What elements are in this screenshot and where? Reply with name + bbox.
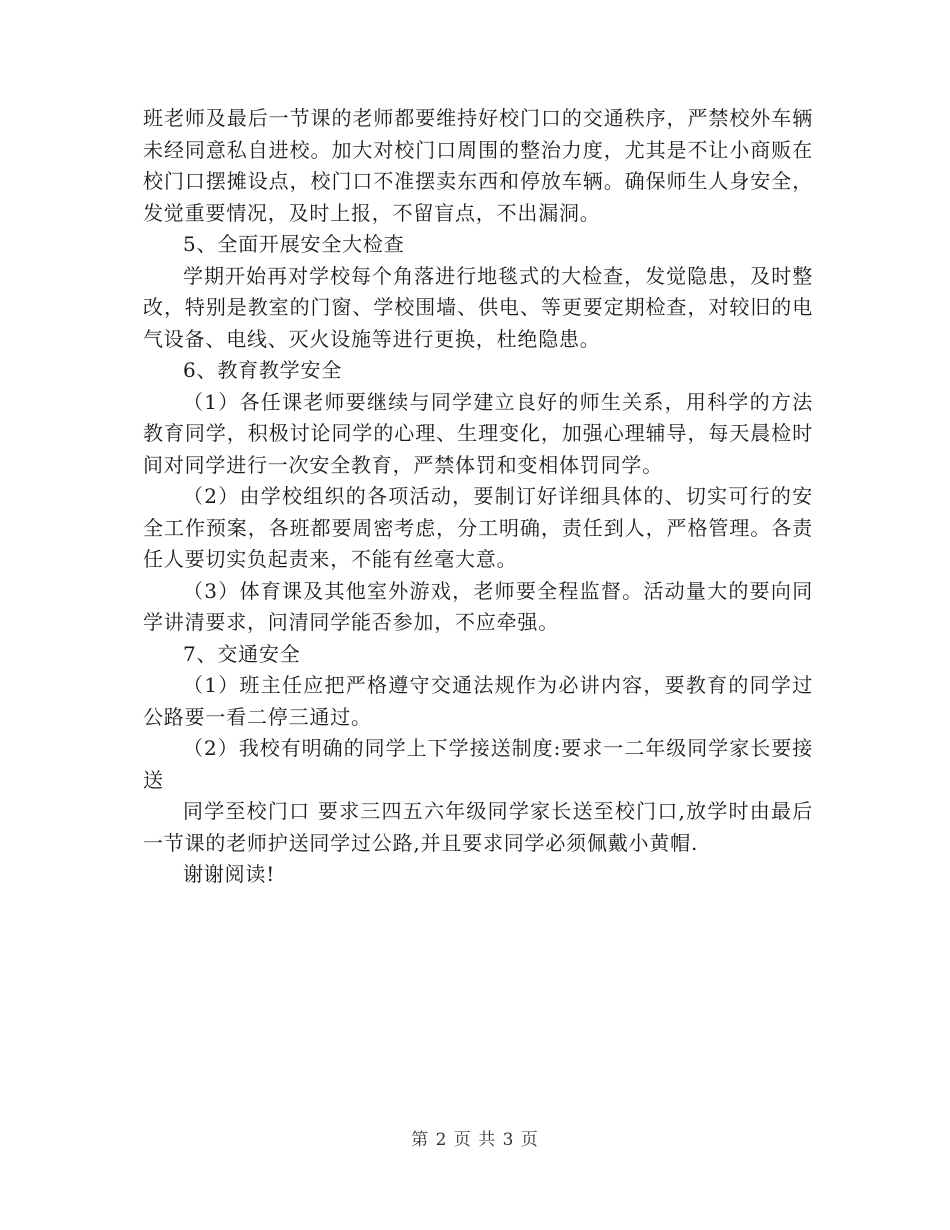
section-heading-5: 5、全面开展安全大检查 xyxy=(183,232,405,256)
paragraph-traffic-1: （1）班主任应把严格遵守交通法规作为必讲内容，要教育的同学过公路要一看二停三通过。 xyxy=(143,673,813,729)
paragraph-inspection: 学期开始再对学校每个角落进行地毯式的大检查，发觉隐患，及时整改，特别是教室的门窗、学校围墙、供电、等更要定期检查，对较旧的电气设备、电线、灭火设施等进行更换，杜绝隐患。 xyxy=(143,263,813,351)
paragraph-1: 班老师及最后一节课的老师都要维持好校门口的交通秩序，严禁校外车辆未经同意私自进校。加大对校门口周围的整治力度，尤其是不让小商贩在校门口摆摊设点，校门口不准摆卖东西和停放车辆。确保师生人身安全，发觉重要情况，及时上报，不留盲点，不出漏洞。 xyxy=(143,106,813,225)
closing-line: 谢谢阅读! xyxy=(183,862,276,886)
paragraph-traffic-3: 同学至校门口 要求三四五六年级同学家长送至校门口,放学时由最后一节课的老师护送同学过公路,并且要求同学必须佩戴小黄帽. xyxy=(143,799,813,855)
paragraph-teaching-2: （2）由学校组织的各项活动，要制订好详细具体的、切实可行的安全工作预案，各班都要周密考虑，分工明确，责任到人，严格管理。各责任人要切实负起责来，不能有丝毫大意。 xyxy=(143,484,813,571)
document-body xyxy=(143,103,813,891)
paragraph-traffic-2: （2）我校有明确的同学上下学接送制度:要求一二年级同学家长要接送 xyxy=(143,736,813,792)
paragraph-teaching-1: （1）各任课老师要继续与同学建立良好的师生关系，用科学的方法教育同学，积极讨论同学的心理、生理变化，加强心理辅导，每天晨检时间对同学进行一次安全教育，严禁体罚和变相体罚同学。 xyxy=(143,389,813,477)
page-number-footer: 第 2 页 共 3 页 xyxy=(411,1130,539,1150)
paragraph-teaching-3: （3）体育课及其他室外游戏，老师要全程监督。活动量大的要向同学讲清要求，问清同学能否参加，不应牵强。 xyxy=(143,578,813,634)
section-heading-7: 7、交通安全 xyxy=(183,641,301,666)
section-heading-6: 6、教育教学安全 xyxy=(183,358,343,382)
